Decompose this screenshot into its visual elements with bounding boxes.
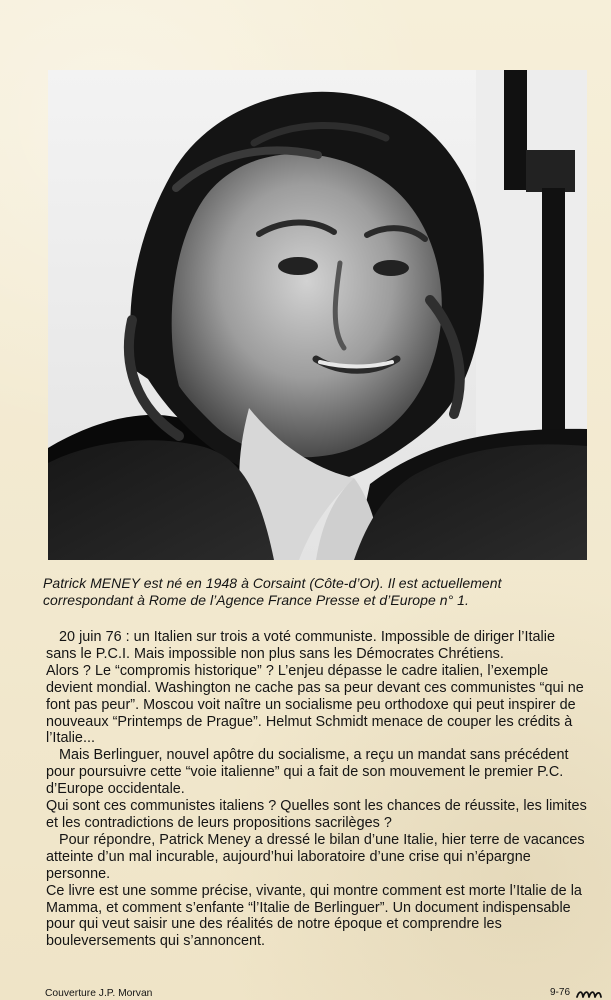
cover-credit: Couverture J.P. Morvan xyxy=(45,988,153,999)
publisher-logo-icon xyxy=(575,987,603,999)
author-caption xyxy=(43,575,588,609)
caption-line-1: Patrick MENEY est né en 1948 à Corsaint (Côte-d’Or). Il est actuellement xyxy=(43,575,502,591)
paragraph-2: Alors ? Le “compromis historique” ? L’enjeu dépasse le cadre italien, l’exemple devient mondial. Washington ne cache pas sa peur devant ces communistes “qui ne font pas peur”. Moscou voit naître un socialisme peu orthodoxe qui peut inspirer de nouveaux “Printemps de Prague”. Helmut Schmidt menace de couper les crédits à l’Italie... xyxy=(46,662,584,747)
catalog-code: 9-76 xyxy=(549,987,570,998)
author-photo xyxy=(48,70,587,560)
catalog-code-area xyxy=(550,987,603,999)
paragraph-3: Mais Berlinguer, nouvel apôtre du socialisme, a reçu un mandat sans précédent pour poursuivre cette “voie italienne” qui a fait de son mouvement le premier P.C. d’Europe occidentale. xyxy=(46,747,569,798)
paragraph-5: Pour répondre, Patrick Meney a dressé le bilan d’une Italie, hier terre de vacances atteinte d’un mal incurable, aujourd’hui laboratoire d’une crise qui n’épargne personne. xyxy=(46,831,585,882)
paragraph-1: 20 juin 76 : un Italien sur trois a voté communiste. Impossible de diriger l’Italie sans le P.C.I. Mais impossible non plus sans les Démocrates Chrétiens. xyxy=(46,629,555,662)
paragraph-4: Qui sont ces communistes italiens ? Quelles sont les chances de réussite, les limites et les contradictions de leurs propositions sacrilèges ? xyxy=(46,798,587,831)
blurb-text xyxy=(46,629,589,950)
paragraph-6: Ce livre est une somme précise, vivante, qui montre comment est morte l’Italie de la Mamma, et comment s’enfante “l’Italie de Berlinguer”. Un document indispensable pour qui veut saisir une des réalités de notre époque et comprendre les bouleversements qui s’annoncent. xyxy=(46,882,582,950)
caption-line-2: correspondant à Rome de l’Agence France Presse et d’Europe n° 1. xyxy=(43,592,469,608)
